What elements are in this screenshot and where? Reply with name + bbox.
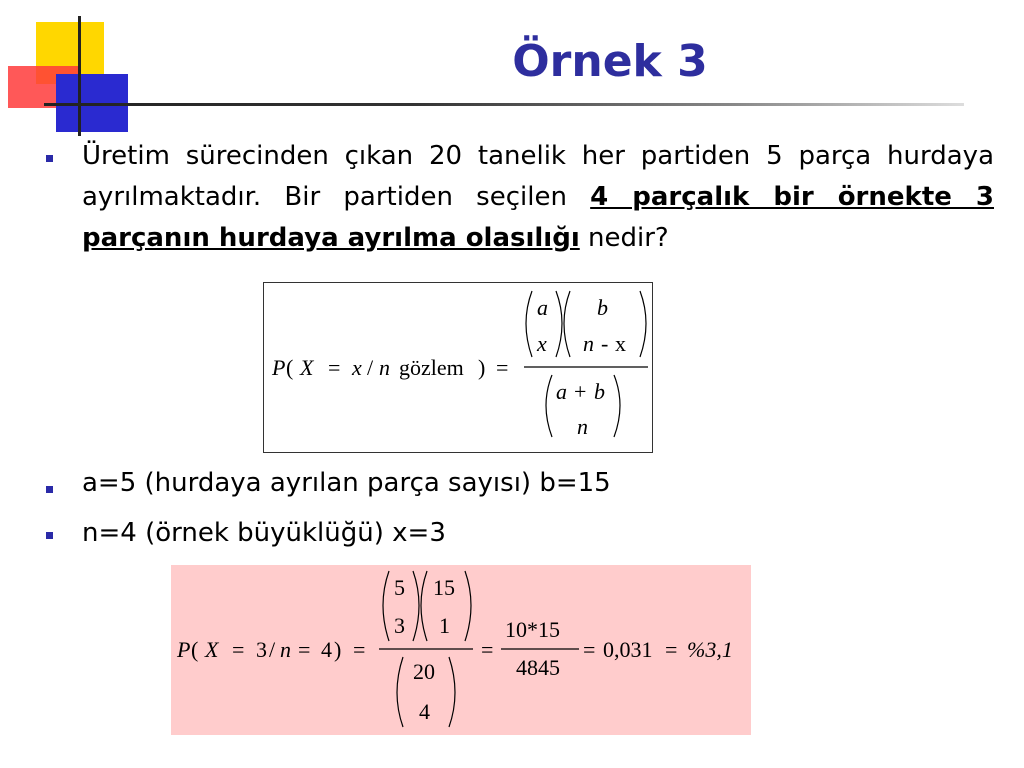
given-a-b: a=5 (hurdaya ayrılan parça sayısı) b=15 bbox=[82, 468, 611, 498]
f-num-a: a bbox=[537, 295, 548, 320]
r-eq3: = bbox=[583, 637, 596, 662]
result-formula bbox=[171, 565, 751, 735]
r-c1-top: 5 bbox=[394, 575, 405, 600]
slide-title: Örnek 3 bbox=[512, 36, 708, 87]
f-eq: = bbox=[328, 355, 341, 380]
problem-emphasis: 4 parçalık bir örnekte 3 parçanın hurdaya ayrılma olasılığı bbox=[82, 182, 994, 253]
r-3: 3 bbox=[256, 637, 267, 662]
f-P: P bbox=[272, 355, 286, 380]
r-eq-main: = bbox=[353, 637, 366, 662]
r-c2-bot: 1 bbox=[439, 613, 450, 638]
r-eq2: = bbox=[298, 637, 311, 662]
decor-vertical-line bbox=[78, 16, 81, 136]
r-4: 4 bbox=[321, 637, 332, 662]
f-num-b: b bbox=[597, 295, 608, 320]
r-c2-top: 15 bbox=[433, 575, 455, 600]
bullet-marker bbox=[46, 532, 53, 539]
f-close: ) bbox=[478, 355, 486, 380]
f-den-n: n bbox=[577, 414, 588, 439]
r-open: ( bbox=[191, 637, 199, 662]
f-num-x: x bbox=[537, 331, 547, 356]
r-val2: %3,1 bbox=[687, 637, 733, 662]
f-open: ( bbox=[286, 355, 294, 380]
problem-question: nedir? bbox=[579, 223, 669, 253]
f-X: X bbox=[300, 355, 314, 380]
problem-statement bbox=[82, 136, 994, 259]
given-n-x: n=4 (örnek büyüklüğü) x=3 bbox=[82, 518, 446, 548]
r-c3-bot: 4 bbox=[419, 699, 430, 724]
f-num-minus: - bbox=[601, 331, 609, 356]
f-den-b: b bbox=[594, 379, 605, 404]
f-den-a: a bbox=[556, 379, 567, 404]
f-x: x bbox=[352, 355, 362, 380]
r-c1-bot: 3 bbox=[394, 613, 405, 638]
r-slash: / bbox=[269, 637, 276, 662]
f-num-xx: x bbox=[615, 331, 626, 356]
r-eq1: = bbox=[232, 637, 245, 662]
problem-text: Üretim sürecinden çıkan 20 tanelik her partiden 5 parça hurdaya ayrılmaktadır. Bir partiden seçilen bbox=[82, 141, 994, 212]
general-formula-box bbox=[263, 282, 653, 453]
title-underline-rule bbox=[44, 103, 964, 106]
r-eq4: = bbox=[665, 637, 678, 662]
r-n: n bbox=[280, 637, 291, 662]
f-num-n: n bbox=[583, 331, 594, 356]
r-frac-num: 10*15 bbox=[505, 617, 560, 642]
bullet-marker bbox=[46, 155, 53, 162]
f-den-plus: + bbox=[574, 379, 587, 404]
r-frac-den: 4845 bbox=[516, 655, 560, 680]
r-P: P bbox=[177, 637, 191, 662]
r-X: X bbox=[205, 637, 219, 662]
bullet-marker bbox=[46, 486, 53, 493]
result-formula-box bbox=[171, 565, 751, 735]
r-c3-top: 20 bbox=[413, 659, 435, 684]
general-formula bbox=[264, 283, 652, 452]
f-n: n bbox=[379, 355, 390, 380]
r-eq-frac: = bbox=[481, 637, 494, 662]
f-gozlem: gözlem bbox=[399, 355, 464, 380]
f-slash: / bbox=[367, 355, 374, 380]
r-close: ) bbox=[334, 637, 342, 662]
r-val1: 0,031 bbox=[603, 637, 653, 662]
f-eq2: = bbox=[496, 355, 509, 380]
